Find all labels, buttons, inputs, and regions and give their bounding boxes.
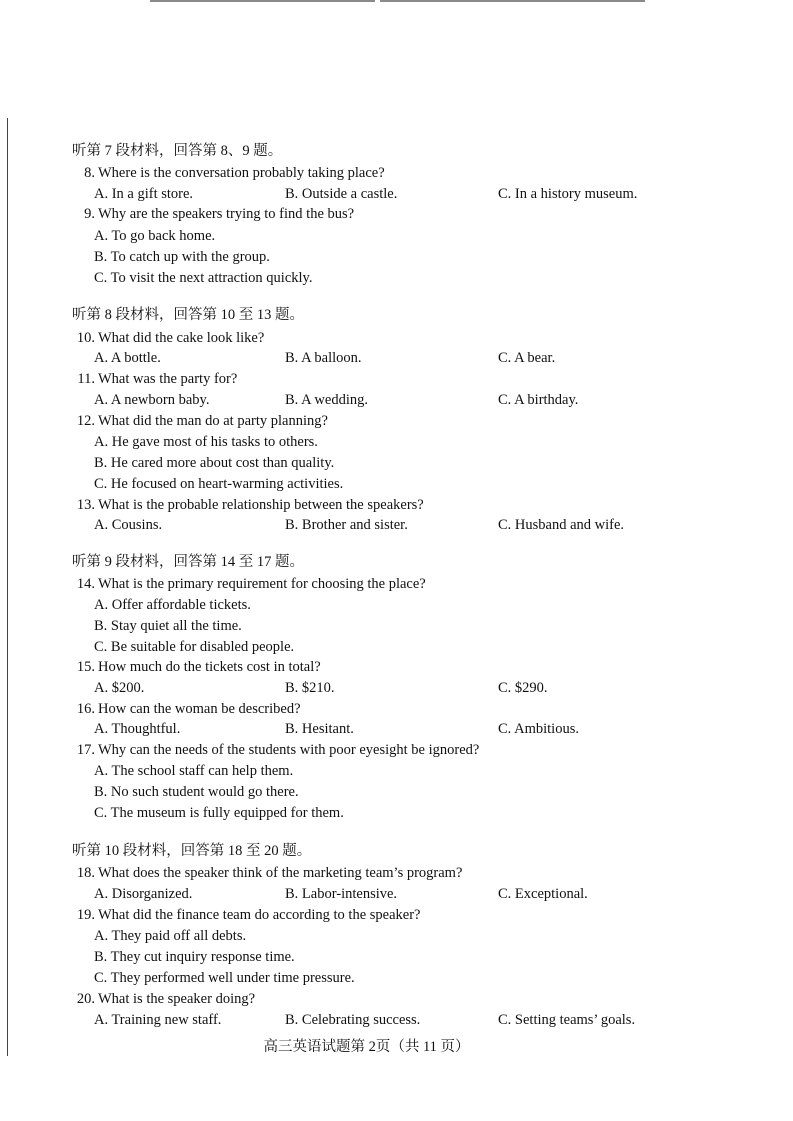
question-19 xyxy=(74,905,420,926)
question-text: What does the speaker think of the marketing team’s program? xyxy=(98,865,463,881)
question-text: Why are the speakers trying to find the bus? xyxy=(98,206,355,222)
question-number: 9. xyxy=(84,206,95,222)
option-c: C. A birthday. xyxy=(498,392,579,408)
question-text: What did the man do at party planning? xyxy=(98,413,328,429)
option-c: C. The museum is fully equipped for them. xyxy=(94,805,344,821)
question-text: How much do the tickets cost in total? xyxy=(98,659,321,675)
options-row xyxy=(0,348,793,369)
question-12 xyxy=(74,411,328,432)
question-number: 17. xyxy=(76,742,95,758)
question-text: What is the primary requirement for choosing the place? xyxy=(98,576,426,592)
option-c: C. They performed well under time pressure. xyxy=(94,970,355,986)
section-heading: 听第 7 段材料，回答第 8、9 题。 xyxy=(72,143,283,159)
question-8 xyxy=(74,163,385,184)
question-16 xyxy=(74,699,301,720)
question-number: 8. xyxy=(84,165,95,181)
question-text: What is the speaker doing? xyxy=(98,991,256,1007)
option-b: B. Outside a castle. xyxy=(285,186,398,202)
question-number: 11. xyxy=(77,371,95,387)
options-row xyxy=(0,678,793,699)
options-row xyxy=(0,884,793,905)
option-b: B. Stay quiet all the time. xyxy=(94,618,242,634)
option-a: A. $200. xyxy=(94,680,145,696)
question-text: Why can the needs of the students with poor eyesight be ignored? xyxy=(98,742,480,758)
question-text: Where is the conversation probably taking place? xyxy=(98,165,385,181)
question-11 xyxy=(74,369,237,390)
option-b: B. Hesitant. xyxy=(285,721,354,737)
question-text: What is the probable relationship between the speakers? xyxy=(98,497,424,513)
question-9 xyxy=(74,204,354,225)
section-heading: 听第 9 段材料，回答第 14 至 17 题。 xyxy=(72,554,304,570)
option-c: C. To visit the next attraction quickly. xyxy=(94,270,313,286)
option-a: A. A newborn baby. xyxy=(94,392,210,408)
option-b: B. He cared more about cost than quality. xyxy=(94,455,335,471)
option-b: B. Celebrating success. xyxy=(285,1012,421,1028)
option-a: A. In a gift store. xyxy=(94,186,194,202)
question-15 xyxy=(74,657,321,678)
question-text: What was the party for? xyxy=(98,371,238,387)
option-a: A. The school staff can help them. xyxy=(94,763,294,779)
option-b: B. Brother and sister. xyxy=(285,517,408,533)
option-c: C. Husband and wife. xyxy=(498,517,625,533)
binding-margin-line xyxy=(7,118,8,1056)
question-text: What did the cake look like? xyxy=(98,330,265,346)
option-a: A. Cousins. xyxy=(94,517,163,533)
option-a: A. They paid off all debts. xyxy=(94,928,247,944)
option-a: A. A bottle. xyxy=(94,350,161,366)
section-heading: 听第 10 段材料，回答第 18 至 20 题。 xyxy=(72,843,312,859)
option-b: B. To catch up with the group. xyxy=(94,249,270,265)
option-b: B. $210. xyxy=(285,680,335,696)
option-c: C. Ambitious. xyxy=(498,721,579,737)
question-number: 14. xyxy=(76,576,95,592)
question-20 xyxy=(74,989,255,1010)
options-row xyxy=(0,515,793,536)
options-row xyxy=(0,1010,793,1031)
question-number: 20. xyxy=(76,991,95,1007)
option-b: B. A balloon. xyxy=(285,350,362,366)
option-a: A. To go back home. xyxy=(94,228,216,244)
question-number: 12. xyxy=(76,413,95,429)
question-14 xyxy=(74,574,426,595)
option-a: A. Training new staff. xyxy=(94,1012,222,1028)
options-row xyxy=(0,719,793,740)
question-17 xyxy=(74,740,479,761)
question-number: 13. xyxy=(76,497,95,513)
options-row xyxy=(0,390,793,411)
top-edge-line xyxy=(380,0,645,2)
option-c: C. Setting teams’ goals. xyxy=(498,1012,636,1028)
top-edge-line xyxy=(150,0,375,2)
option-c: C. Exceptional. xyxy=(498,886,588,902)
question-number: 10. xyxy=(76,330,95,346)
option-a: A. He gave most of his tasks to others. xyxy=(94,434,318,450)
option-c: C. Be suitable for disabled people. xyxy=(94,639,295,655)
option-c: C. $290. xyxy=(498,680,548,696)
option-a: A. Offer affordable tickets. xyxy=(94,597,251,613)
question-13 xyxy=(74,495,424,516)
options-row xyxy=(0,184,793,205)
question-text: What did the finance team do according to the speaker? xyxy=(98,907,421,923)
option-c: C. In a history museum. xyxy=(498,186,638,202)
question-text: How can the woman be described? xyxy=(98,701,301,717)
option-b: B. No such student would go there. xyxy=(94,784,299,800)
question-number: 15. xyxy=(76,659,95,675)
option-a: A. Disorganized. xyxy=(94,886,193,902)
option-b: B. They cut inquiry response time. xyxy=(94,949,295,965)
option-b: B. A wedding. xyxy=(285,392,368,408)
option-b: B. Labor-intensive. xyxy=(285,886,398,902)
question-number: 18. xyxy=(76,865,95,881)
option-c: C. A bear. xyxy=(498,350,556,366)
page-number-label: 高三英语试题第 2页（共 11 页） xyxy=(263,1039,470,1055)
option-a: A. Thoughtful. xyxy=(94,721,181,737)
question-number: 19. xyxy=(76,907,95,923)
option-c: C. He focused on heart-warming activities. xyxy=(94,476,344,492)
question-18 xyxy=(74,863,462,884)
page-footer xyxy=(0,1037,793,1057)
section-heading: 听第 8 段材料，回答第 10 至 13 题。 xyxy=(72,307,304,323)
question-number: 16. xyxy=(76,701,95,717)
question-10 xyxy=(74,328,264,349)
